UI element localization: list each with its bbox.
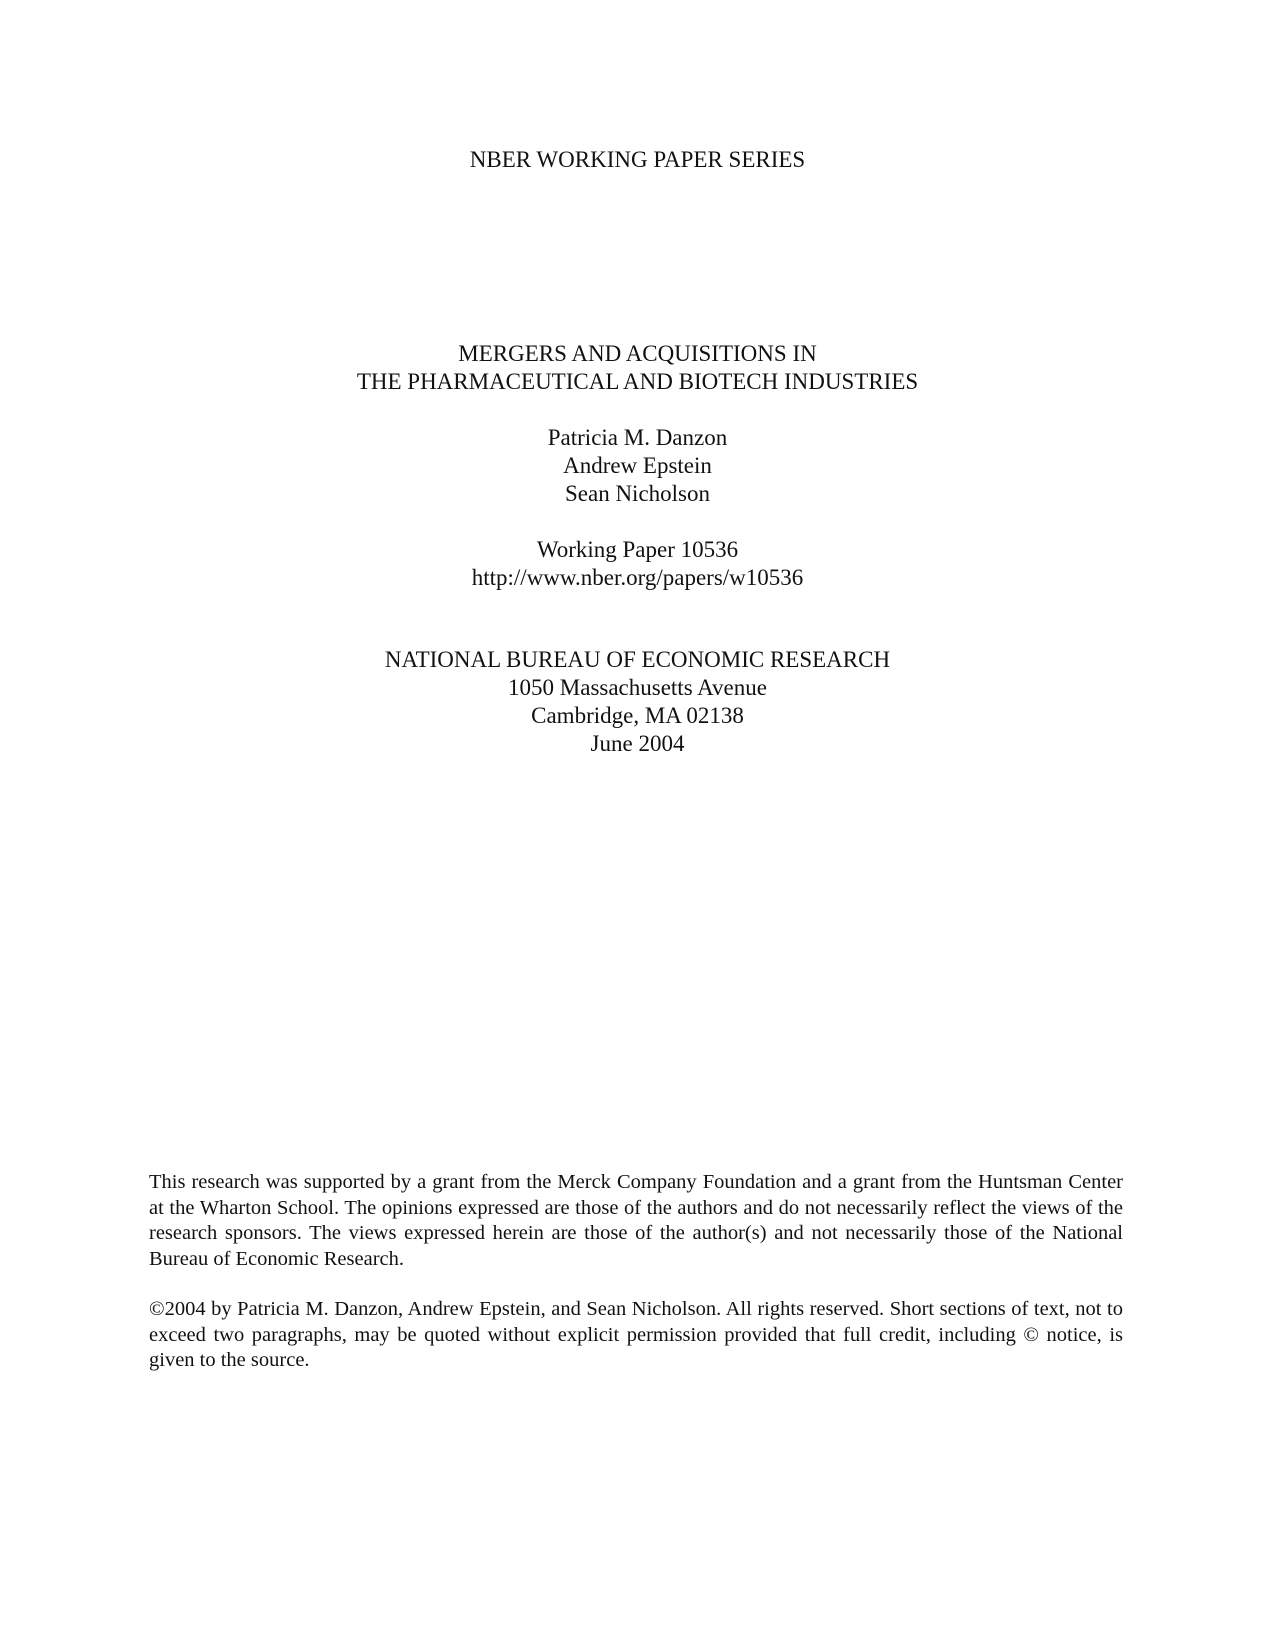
publisher-street: 1050 Massachusetts Avenue bbox=[508, 675, 767, 700]
title-line-1: MERGERS AND ACQUISITIONS IN bbox=[458, 341, 817, 366]
author-name: Patricia M. Danzon bbox=[547, 425, 728, 450]
working-paper-url: http://www.nber.org/papers/w10536 bbox=[471, 565, 804, 590]
publisher-name: NATIONAL BUREAU OF ECONOMIC RESEARCH bbox=[384, 647, 891, 672]
funding-note: This research was supported by a grant from the Merck Company Foundation and a grant from the Huntsman Center at the Wharton School. The opinions expressed are those of the authors and do not necessarily reflect the views of the research sponsors. The views expressed herein are those of the author(s) and not necessarily those of the National Bureau of Economic Research. bbox=[149, 1171, 1123, 1270]
working-paper-number: Working Paper 10536 bbox=[536, 537, 739, 562]
series-heading bbox=[0, 146, 1275, 174]
copyright-note: ©2004 by Patricia M. Danzon, Andrew Epstein, and Sean Nicholson. All rights reserved. Short sections of text, not to exceed two paragraphs, may be quoted without explicit permission provided that full credit, including © notice, is given to the source. bbox=[149, 1298, 1123, 1371]
working-paper-block bbox=[0, 536, 1275, 592]
title-line-2: THE PHARMACEUTICAL AND BIOTECH INDUSTRIES bbox=[356, 369, 919, 394]
series-label: NBER WORKING PAPER SERIES bbox=[469, 147, 806, 172]
publisher-block bbox=[0, 646, 1275, 758]
author-name: Sean Nicholson bbox=[564, 481, 710, 506]
paper-title bbox=[0, 340, 1275, 396]
publication-date: June 2004 bbox=[590, 731, 685, 756]
authors-block bbox=[0, 424, 1275, 508]
publisher-city: Cambridge, MA 02138 bbox=[531, 703, 744, 728]
author-name: Andrew Epstein bbox=[563, 453, 712, 478]
